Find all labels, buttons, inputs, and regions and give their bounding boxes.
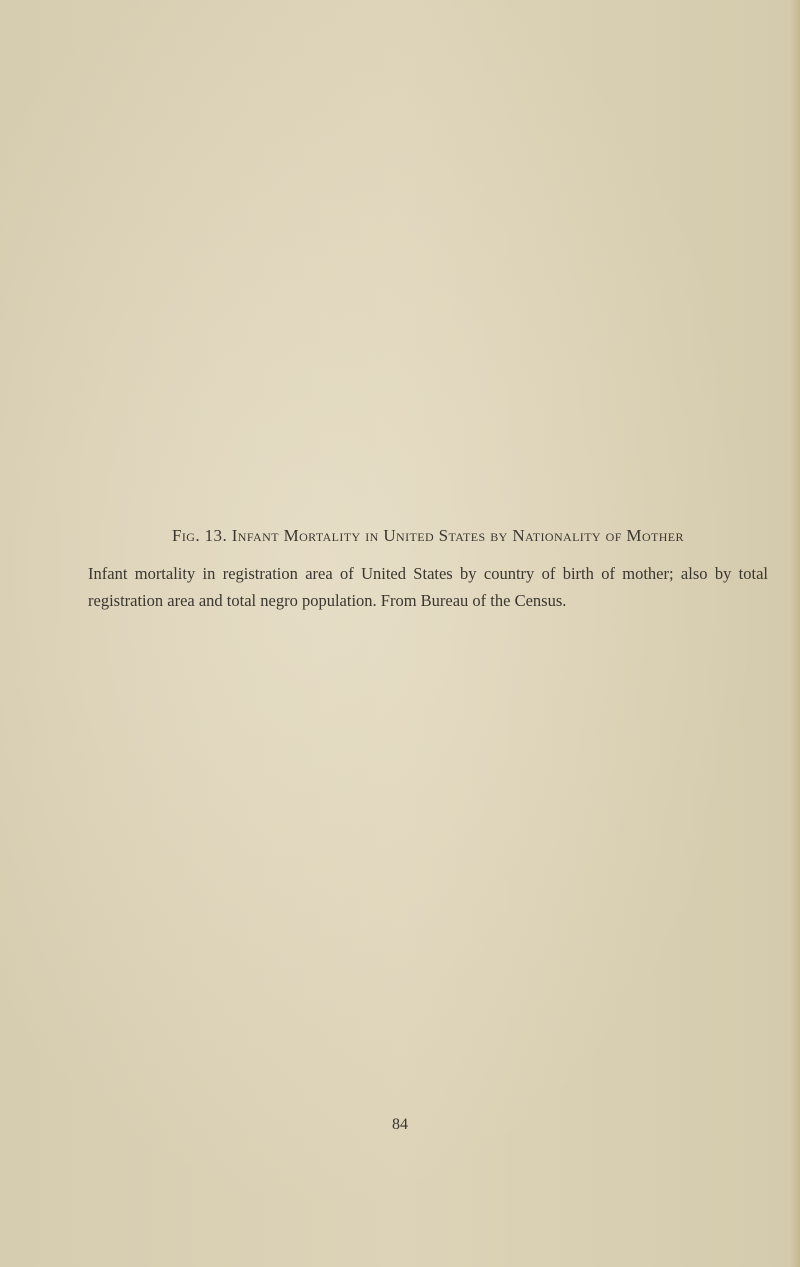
figure-title: Fig. 13. Infant Mortality in United States by Nationality of Mother <box>172 526 684 545</box>
figure-caption <box>88 526 768 614</box>
page-number: 84 <box>392 1116 408 1133</box>
page-edge-shadow <box>790 0 800 1267</box>
figure-description: Infant mortality in registration area of United States by country of birth of mother; also by total registration area and total negro population. From Bureau of the Census. <box>88 564 768 610</box>
